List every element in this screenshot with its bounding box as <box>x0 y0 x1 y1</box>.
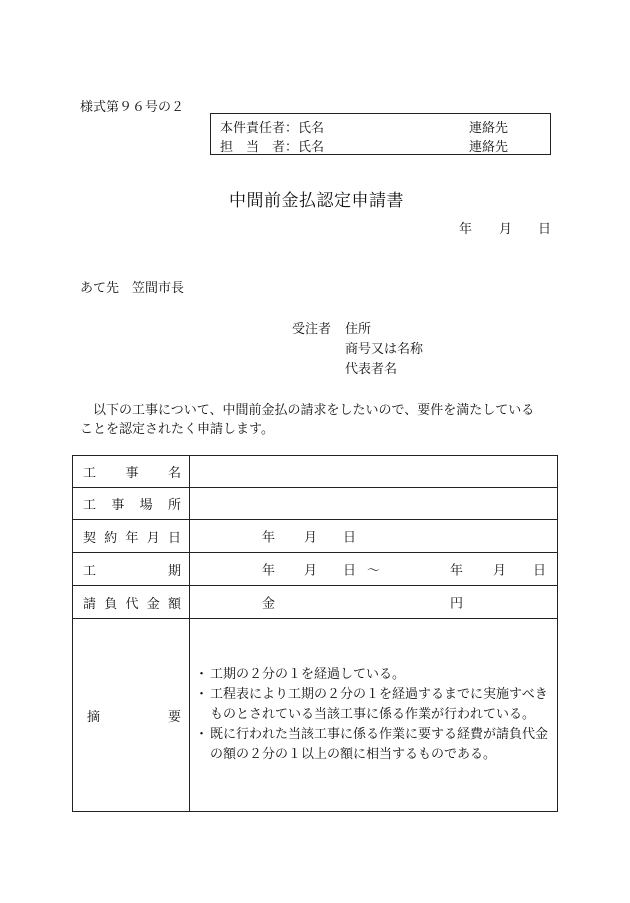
field-remarks <box>190 619 558 812</box>
field-project-name[interactable] <box>190 456 558 488</box>
addressee: あて先 笠間市長 <box>80 281 185 296</box>
applicant-role: 受注者 <box>292 322 332 337</box>
date-month: 月 <box>499 222 513 237</box>
period-day-start: 日 <box>343 563 357 579</box>
field-project-site[interactable] <box>190 488 558 520</box>
label-remarks: 摘 要 <box>87 709 181 725</box>
person-label: 担 当 者：氏名 <box>220 140 325 155</box>
row-period <box>73 553 558 586</box>
contract-year: 年 <box>262 530 276 546</box>
responsible-label: 本件責任者：氏名 <box>220 121 325 136</box>
responsible-row <box>220 117 550 137</box>
field-period[interactable] <box>190 553 558 586</box>
label-contract-amount: 請 負 代 金 額 <box>83 596 181 612</box>
row-project-name <box>73 456 558 488</box>
contract-day: 日 <box>343 530 357 546</box>
note-item: ・ 既に行われた当該工事に係る作業に要する経費が請負代金の額の２分の１以上の額に相当するものである。 <box>199 725 557 765</box>
row-contract-amount <box>73 586 558 619</box>
note-item: ・ 工程表により工期の２分の１を経過するまでに実施すべきものとされている当該工事に係る作業が行われている。 <box>199 685 557 725</box>
date-day: 日 <box>538 222 552 237</box>
contract-month: 月 <box>304 530 318 546</box>
form-number: 様式第９６号の２ <box>80 100 185 115</box>
application-table <box>72 455 558 812</box>
remarks-notes <box>190 665 557 765</box>
person-row <box>220 136 550 156</box>
body-line-2: ことを認定されたく申請します。 <box>80 422 274 437</box>
label-period: 工 期 <box>83 563 181 579</box>
date-year: 年 <box>459 222 473 237</box>
period-year-end: 年 <box>450 563 464 579</box>
row-remarks <box>73 619 558 812</box>
label-project-site: 工 事 場 所 <box>83 498 181 513</box>
amount-yen: 円 <box>450 596 464 612</box>
contact-label-1: 連絡先 <box>469 121 509 136</box>
period-month-end: 月 <box>493 563 507 579</box>
period-tilde: ～ <box>367 563 381 579</box>
applicant-name: 商号又は名称 <box>345 342 424 357</box>
field-contract-amount[interactable] <box>190 586 558 619</box>
body-line-1: 以下の工事について、中間前金払の請求をしたいので、要件を満たしている <box>93 403 535 418</box>
page-title: 中間前金払認定申請書 <box>229 191 404 211</box>
row-contract-date <box>73 520 558 553</box>
row-project-site <box>73 488 558 520</box>
contact-box <box>210 113 551 155</box>
period-month-start: 月 <box>304 563 318 579</box>
applicant-address: 住所 <box>345 322 372 337</box>
contact-label-2: 連絡先 <box>469 140 509 155</box>
note-item: ・ 工期の２分の１を経過している。 <box>199 665 557 685</box>
applicant-representative: 代表者名 <box>345 362 398 377</box>
label-contract-date: 契 約 年 月 日 <box>83 530 181 546</box>
field-contract-date[interactable] <box>190 520 558 553</box>
label-project-name: 工 事 名 <box>83 466 181 481</box>
amount-kin: 金 <box>262 596 276 612</box>
period-year-start: 年 <box>262 563 276 579</box>
period-day-end: 日 <box>533 563 547 579</box>
